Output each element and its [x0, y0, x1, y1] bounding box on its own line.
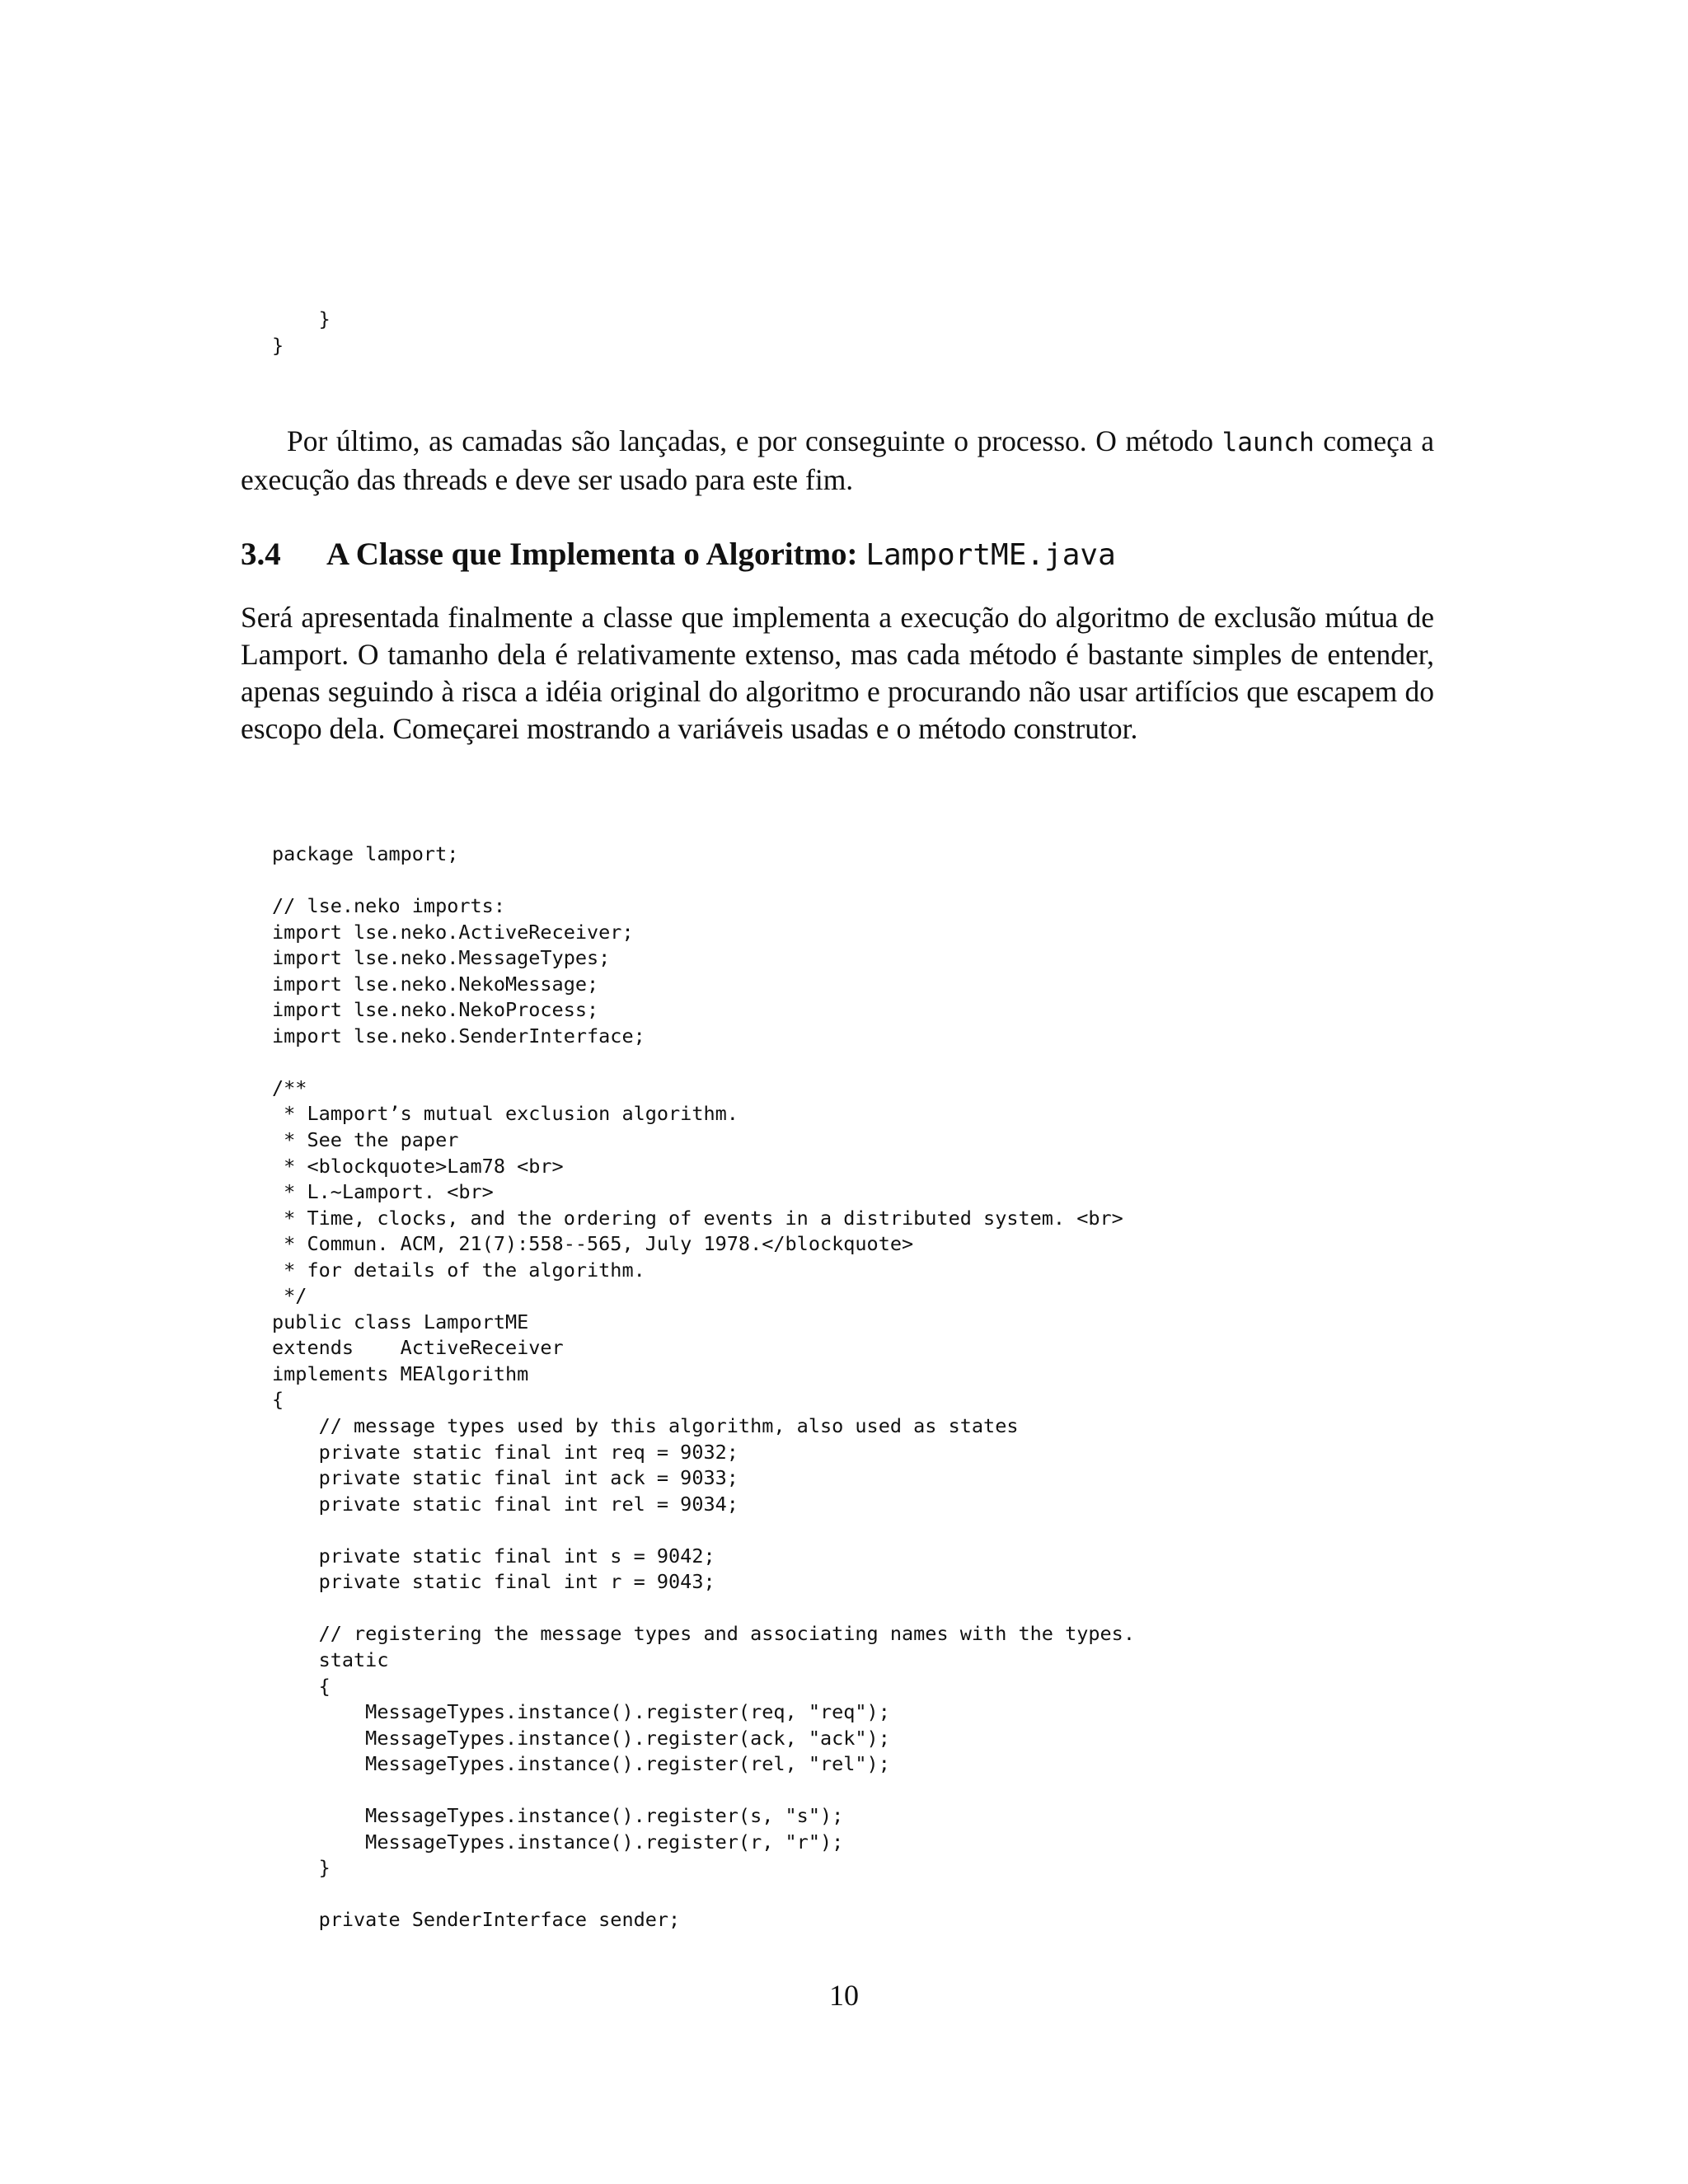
- paragraph-launch: [241, 423, 1434, 499]
- section-number: 3.4: [241, 537, 281, 572]
- code-listing: package lamport; // lse.neko imports: import lse.neko.ActiveReceiver; import lse.neko.MessageTypes; import lse.neko.NekoMessage; import lse.neko.NekoProcess; import lse.neko.SenderInterface; /** * Lamport’s mutual exclusion algorithm. * See the paper * <blockquote>Lam78 <br> * L.~Lamport. <br> * Time, clocks, and the ordering of events in a distributed system. <br> * Commun. ACM, 21(7):558--565, July 1978.</blockquote> * for details of the algorithm. */ public class LamportME extends ActiveReceiver implements MEAlgorithm { // message types used by this algorithm, also used as states private static final int req = 9032; private static final int ack = 9033; private static final int rel = 9034; private static final int s = 9042; private static final int r = 9043; // registering the message types and associating names with the types. static { MessageTypes.instance().register(req, "req"); MessageTypes.instance().register(ack, "ack"); MessageTypes.instance().register(rel, "rel"); MessageTypes.instance().register(s, "s"); MessageTypes.instance().register(r, "r"); } private SenderInterface sender;: [272, 842, 1135, 1932]
- paragraph-text-after: começa a execução das threads e deve ser usado para este fim.: [241, 424, 1434, 496]
- paragraph-text-before: Por último, as camadas são lançadas, e por conseguinte o processo. O método: [287, 424, 1222, 457]
- section-heading: [241, 536, 1116, 573]
- paragraph-intro: Será apresentada finalmente a classe que implementa a execução do algoritmo de exclusão mútua de Lamport. O tamanho dela é relativamente extenso, mas cada método é bastante simples de entender, apenas seguindo à risca a idéia original do algoritmo e procurando não usar artifícios que escapem do escopo dela. Começarei mostrando a variáveis usadas e o método construtor.: [241, 601, 1434, 745]
- code-block-top: } }: [272, 307, 331, 357]
- section-title-code: LamportME.java: [865, 538, 1116, 572]
- section-title: A Classe que Implementa o Algoritmo:: [326, 537, 858, 572]
- inline-code-launch: launch: [1221, 428, 1315, 457]
- page-number: 10: [829, 1979, 859, 2012]
